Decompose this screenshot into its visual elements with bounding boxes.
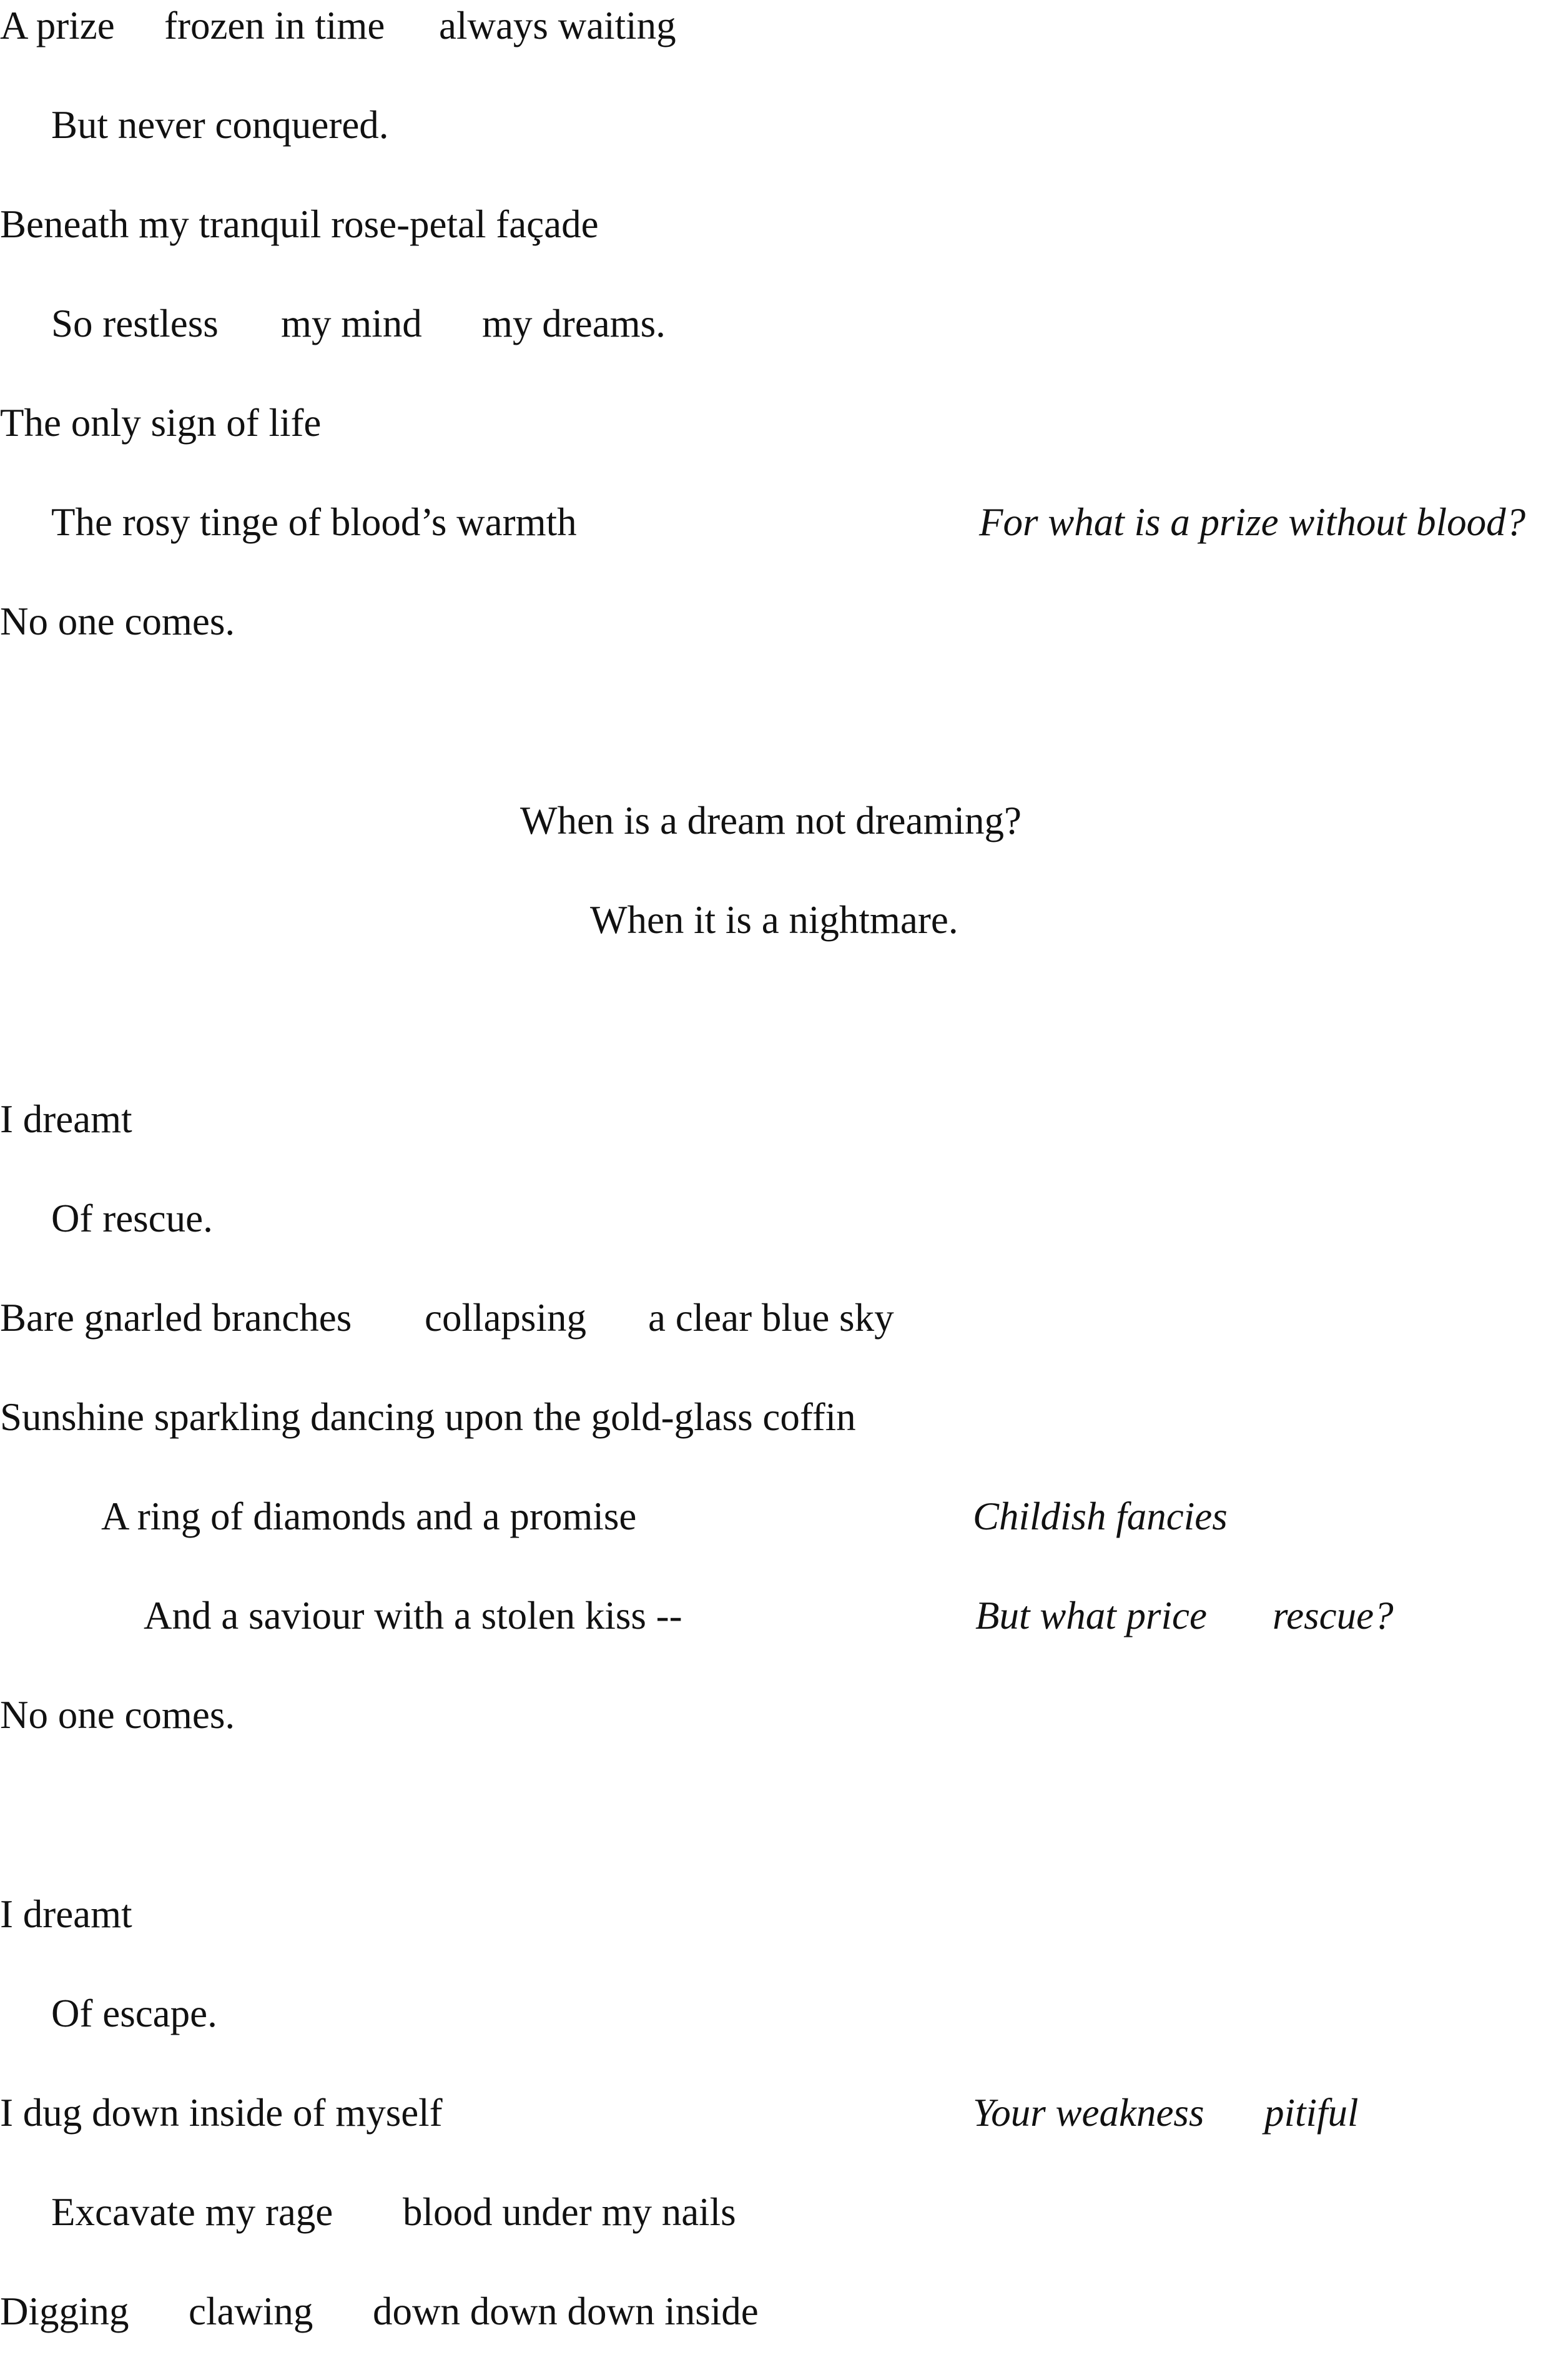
s3-line3: I dug down inside of myself [0, 2091, 443, 2135]
s3-line2: Of escape. [51, 1992, 217, 2035]
s3-line3-aside-part2: pitiful [1264, 2091, 1359, 2135]
s3-line4-part2: blood under my nails [403, 2190, 736, 2234]
s2-line6-aside-part2: rescue? [1273, 1594, 1394, 1637]
s1-line1-part3: always waiting [439, 4, 676, 47]
s2-line6: And a saviour with a stolen kiss -- [144, 1594, 682, 1637]
s1-line4-part1: So restless [51, 302, 219, 345]
s1-line3: Beneath my tranquil rose-petal façade [0, 202, 599, 246]
s1-line2: But never conquered. [51, 103, 389, 147]
s2-line2: Of rescue. [51, 1197, 213, 1240]
s3-line5-part2: clawing [189, 2289, 313, 2333]
s1-line4-part3: my dreams. [482, 302, 666, 345]
s3-line3-aside-part1: Your weakness [973, 2091, 1204, 2135]
s3-line1: I dreamt [0, 1892, 132, 1936]
s1-line1-part2: frozen in time [164, 4, 385, 47]
s2-line6-aside-part1: But what price [975, 1594, 1207, 1637]
s2-line3-part3: a clear blue sky [648, 1296, 894, 1340]
s1-line6-aside: For what is a prize without blood? [979, 500, 1526, 544]
s2-line5-aside: Childish fancies [973, 1494, 1228, 1538]
s2-line4: Sunshine sparkling dancing upon the gold-glass coffin [0, 1395, 856, 1439]
s3-line4-part1: Excavate my rage [51, 2190, 333, 2234]
s1-line1-part1: A prize [0, 4, 115, 47]
s1-line5: The only sign of life [0, 401, 322, 445]
s2-line1: I dreamt [0, 1097, 132, 1141]
s3-line5-part1: Digging [0, 2289, 129, 2333]
s2-line3-part2: collapsing [425, 1296, 586, 1340]
s1-line7: No one comes. [0, 600, 235, 643]
s1-line4-part2: my mind [281, 302, 422, 345]
s1-line6: The rosy tinge of blood’s warmth [51, 500, 577, 544]
s3-line5-part3: down down down inside [373, 2289, 759, 2333]
s2-line3-part1: Bare gnarled branches [0, 1296, 352, 1340]
s2-line5: A ring of diamonds and a promise [101, 1494, 637, 1538]
interlude-answer: When it is a nightmare. [590, 898, 958, 942]
s2-line7: No one comes. [0, 1693, 235, 1737]
interlude-question: When is a dream not dreaming? [520, 799, 1022, 842]
